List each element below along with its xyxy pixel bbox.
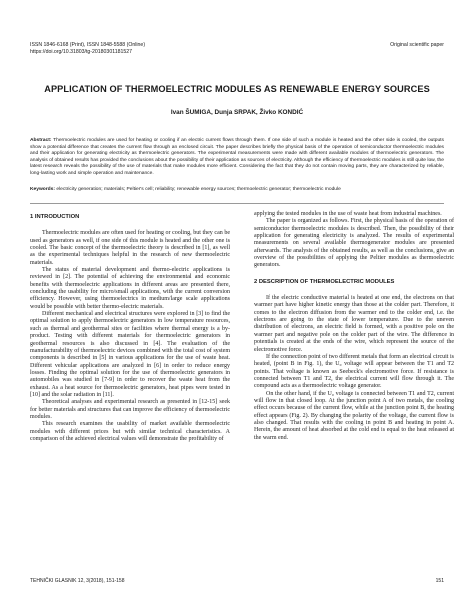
keywords	[30, 187, 444, 194]
paper-type-label: Original scientific paper	[390, 42, 444, 48]
paper-title: APPLICATION OF THERMOELECTRIC MODULES AS RENEWABLE ENERGY SOURCES	[44, 84, 430, 94]
paragraph: The paper is organized as follows. First, the physical basis of the operation of semiconductor thermoelectric modules is described. Then, the possibility of their application for generating electricity is analyzed. The results of experimental measurements on several available thermogenerator modules are presented afterwards. The analysis of the obtained results, as well as the conclusions, give an overview of the possibilities of applying the Peltier modules as thermoelectric generators.	[254, 218, 454, 269]
section-heading-description: 2 DESCRIPTION OF THERMOELECTRIC MODULES	[254, 278, 395, 285]
right-column	[254, 211, 454, 442]
paragraph: Thermoelectric modules are often used for heating or cooling, but they can be used as generators as well, if one side of this module is heated and the other one is cooled. The basic concept of the thermoelectric theory is described in [1], as well as the experimental techniques helpful in the research of new thermoelectric materials.	[30, 230, 230, 266]
author-list: Ivan ŠUMIGA, Dunja SRPAK, Živko KONDIĆ	[170, 109, 304, 116]
issn-line: ISSN 1846-6168 (Print), ISSN 1848-5588 (Online)	[30, 42, 146, 48]
paragraph: On the other hand, if the U₀ voltage is connected between T1 and T2, current will flow in that closed loop. At the junction point A of two metals, the cooling effect occurs because of the current flow, while at the junction point B, the heating effect appears (Fig. 2). By changing the polarity of the voltage, the current flow is also changed. That results with the cooling in point B and heating in point A. Herein, the amount of heat absorbed at the cold end is equal to the heat released at the warm end.	[254, 390, 454, 441]
abstract-text: Thermoelectric modules are used for heating or cooling if an electric current flows through them. If one side of such a module is heated and the other side is cooled, the outputs show a potential difference that creates the current flow through an enclosed circuit. The paper describes briefly the physical basis of the operation of semiconductor thermoelectric modules and their application for generating electricity as thermoelectric generators. The experimental measurements were made with different available modules of thermoelectric generators. The analysis of obtained results has provided the conclusions about the possibility of their application as sources of electricity. Although the efficiency of thermoelectric modules is still quite low, the latest research reveals the possibility of the use of materials that make modules more efficient. Considering the fact that they do not contain moving parts, they are characterized by reliable, long-lasting work and simple operation and maintenance.	[30, 138, 444, 176]
paragraph: The status of material development and thermo-electric applications is reviewed in [2]. The potential of achieving the environmental and economic benefits with thermoelectric applications in different areas are presented there, concluding the usability for micro/small applications, with the current conversion efficiency. However, using thermoelectrics in medium/large scale applications would be possible with better thermo-electric materials.	[30, 267, 230, 310]
paragraph: Theoretical analyses and experimental research as presented in [12-15] seek for better materials and structures that can improve the efficiency of thermoelectric modules.	[30, 399, 230, 420]
page-number: 151	[435, 578, 444, 584]
spacer	[254, 270, 454, 279]
keywords-text: electricity generation; materials; Peltier's cell; reliability; renewable energy sources; thermoelectric generator; thermoelectric module	[56, 187, 341, 192]
abstract	[30, 138, 444, 177]
paragraph: Different mechanical and electrical structures were explored in [3] to find the optimal solution to apply thermoelectric generators in low temperature resources, such as thermal and geothermal sites or facilities where thermal energy is a by-product. Testing with different materials for thermoelectric generators in geothermal resources is also discussed in [4]. The evaluation of the manufacturability of thermoelectric devices combined with the total cost of system components is described in [5] in various applications for the use of waste heat. Different vehicular applications are analyzed in [6] in order to reduce energy losses. Finding the optimal solution for the use of thermoelectric generators in automobiles was studied in [7-9] in order to recover the waste heat from the exhaust. As a heat source for thermoelectric generators, heat pipes were tested in [10] and the solar radiation in [11].	[30, 311, 230, 398]
doi-link[interactable]: https://doi.org/10.31803/tg-20180301181527	[30, 49, 133, 55]
left-column	[30, 214, 230, 443]
paragraph: applying the tested modules in the use of waste heat from industrial machines.	[254, 211, 442, 217]
journal-footer: TEHNIČKI GLASNIK 12, 3(2018), 151-158	[30, 578, 125, 584]
divider	[30, 203, 444, 204]
keywords-label: Keywords:	[30, 187, 56, 192]
paragraph: If the connection point of two different metals that form an electrical circuit is heated, (point B in Fig. 1), the U₀ voltage will appear between the T1 and T2 points. That voltage is known as Seebeck's electromotive force. If resistance is connected between T1 and T2, the electrical current will flow through it. The compound acts as a thermoelectric voltage generator.	[254, 353, 454, 390]
issn-block	[30, 42, 145, 56]
paragraph: This research examines the usability of market available thermoelectric modules with different prices but with similar technical characteristics. A comparison of the achieved electrical values will demonstrate the profitability of	[30, 421, 230, 442]
paragraph: If the electric conductive material is heated at one end, the electrons on that warmer part have higher kinetic energy than those at the colder part. Therefore, it comes to the electron diffusion from the warmer end to the colder end, i.e. the electrons are going to the state of lower temperature. Due to the uneven distribution of electrons, an electric field is formed, with a positive pole on the warmer part and negative pole on the colder part of the wire. The difference in potentials is created at the ends of the wire, which represent the source of the electromotive force.	[254, 295, 454, 353]
section-heading-introduction: 1 INTRODUCTION	[30, 214, 80, 220]
abstract-label: Abstract:	[30, 138, 52, 143]
